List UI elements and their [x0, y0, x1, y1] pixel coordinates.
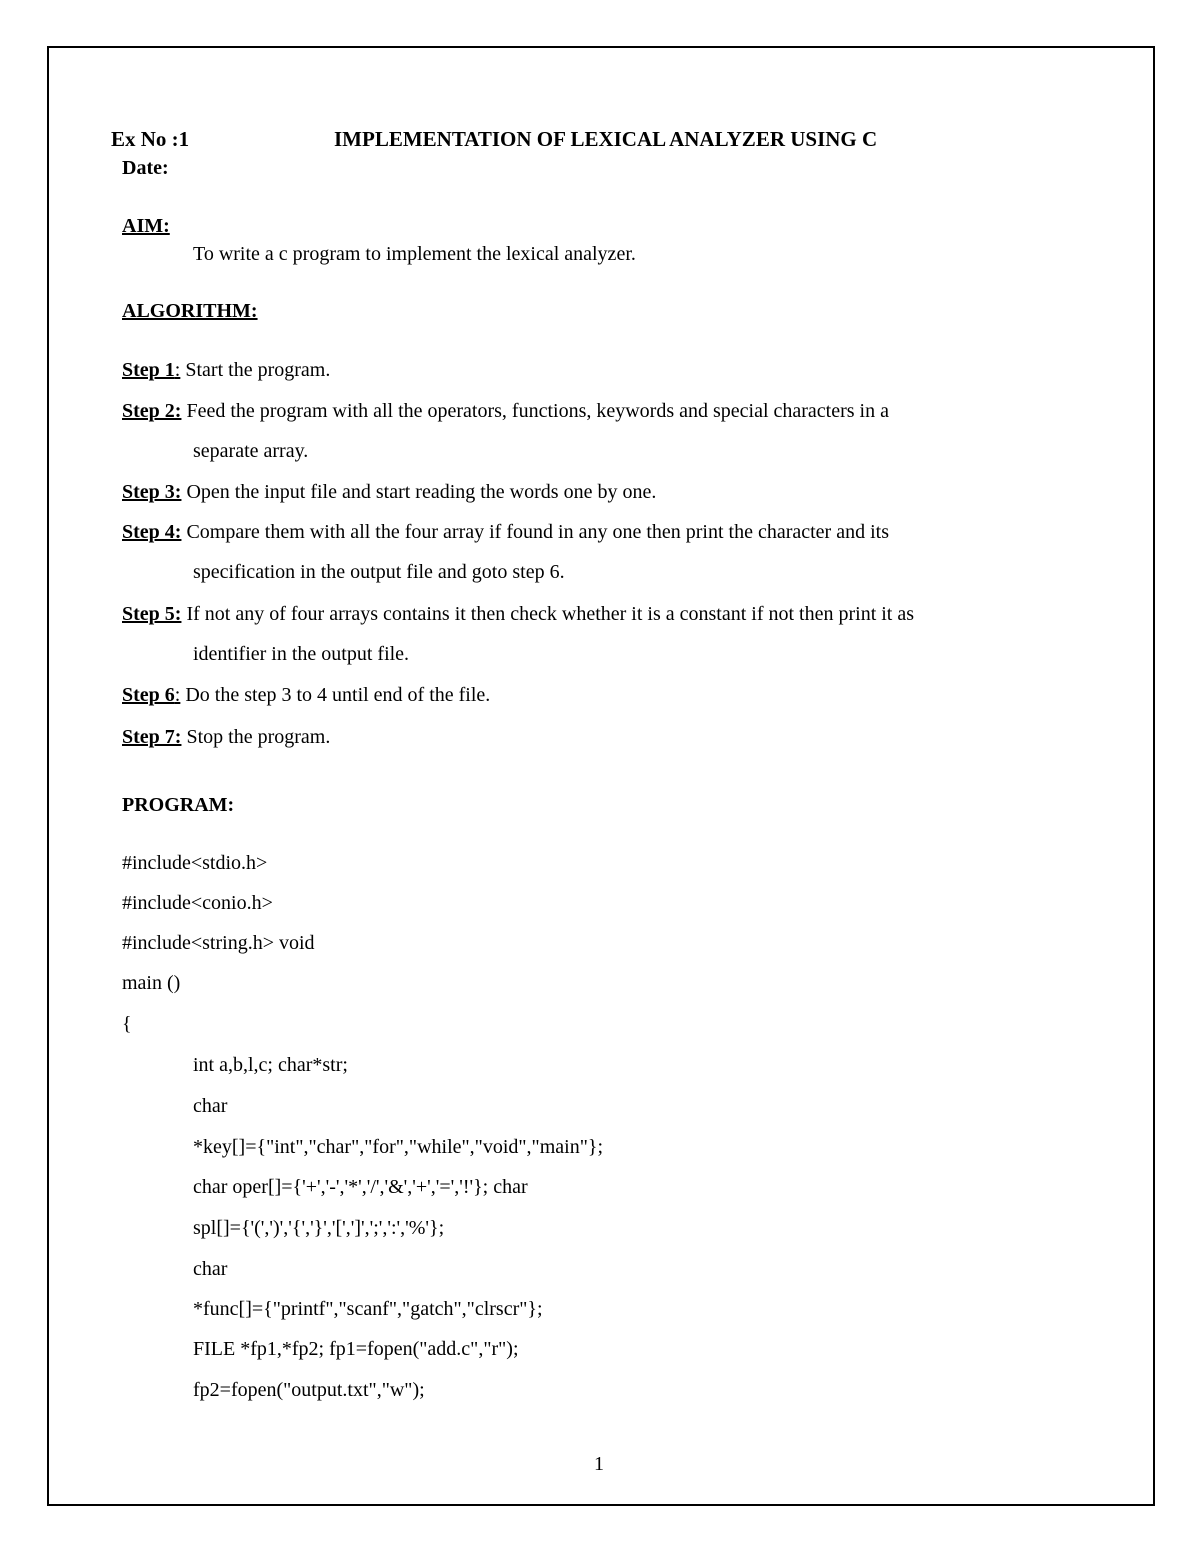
code-line: char: [193, 1258, 228, 1280]
code-line: {: [122, 1013, 132, 1035]
program-heading: PROGRAM:: [122, 794, 235, 816]
step-label: Step 1: [122, 359, 175, 381]
step-text: Open the input file and start reading the words one by one.: [181, 481, 657, 503]
code-line: main (): [122, 972, 181, 994]
step-6: [122, 684, 490, 707]
step-text: Do the step 3 to 4 until end of the file.: [180, 684, 491, 706]
step-7: [122, 726, 330, 749]
code-line: FILE *fp1,*fp2; fp1=fopen("add.c","r");: [193, 1338, 519, 1360]
step-text: Start the program.: [180, 359, 331, 381]
step-text: Stop the program.: [181, 726, 331, 748]
algorithm-heading: ALGORITHM:: [122, 300, 258, 322]
code-line: *key[]={"int","char","for","while","void","main"};: [193, 1136, 604, 1158]
code-line: char: [193, 1095, 228, 1117]
step-1: [122, 359, 330, 382]
page-number: 1: [594, 1453, 604, 1475]
step-text: If not any of four arrays contains it then check whether it is a constant if not then print it as: [181, 603, 915, 625]
step-label: Step 4:: [122, 521, 182, 543]
document-title: IMPLEMENTATION OF LEXICAL ANALYZER USING C: [334, 127, 878, 151]
aim-text: To write a c program to implement the lexical analyzer.: [193, 243, 636, 265]
step-5: [122, 603, 914, 626]
code-line: #include<string.h> void: [122, 932, 315, 954]
step-label: Step 3:: [122, 481, 182, 503]
step-5-continuation: identifier in the output file.: [193, 643, 410, 665]
step-2: [122, 400, 889, 423]
step-4: [122, 521, 889, 544]
exercise-number: Ex No :1: [111, 127, 190, 151]
step-label: Step 7:: [122, 726, 182, 748]
step-text: Feed the program with all the operators, functions, keywords and special characters in a: [181, 400, 889, 422]
code-line: *func[]={"printf","scanf","gatch","clrscr"};: [193, 1298, 543, 1320]
step-separator: :: [174, 684, 181, 706]
date-label: Date:: [122, 157, 169, 179]
step-label: Step 5:: [122, 603, 182, 625]
step-2-continuation: separate array.: [193, 440, 309, 462]
step-3: [122, 481, 656, 504]
code-line: char oper[]={'+','-','*','/','&','+','=','!'}; char: [193, 1176, 528, 1198]
code-line: #include<stdio.h>: [122, 852, 268, 874]
step-label: Step 2:: [122, 400, 182, 422]
code-line: fp2=fopen("output.txt","w");: [193, 1379, 425, 1401]
code-line: spl[]={'(',')','{','}','[',']',';',':','%'};: [193, 1217, 445, 1239]
step-separator: :: [174, 359, 181, 381]
aim-heading: AIM:: [122, 215, 170, 237]
code-line: int a,b,l,c; char*str;: [193, 1054, 348, 1076]
step-text: Compare them with all the four array if found in any one then print the character and its: [181, 521, 889, 543]
code-line: #include<conio.h>: [122, 892, 273, 914]
step-4-continuation: specification in the output file and goto step 6.: [193, 561, 565, 583]
step-label: Step 6: [122, 684, 175, 706]
